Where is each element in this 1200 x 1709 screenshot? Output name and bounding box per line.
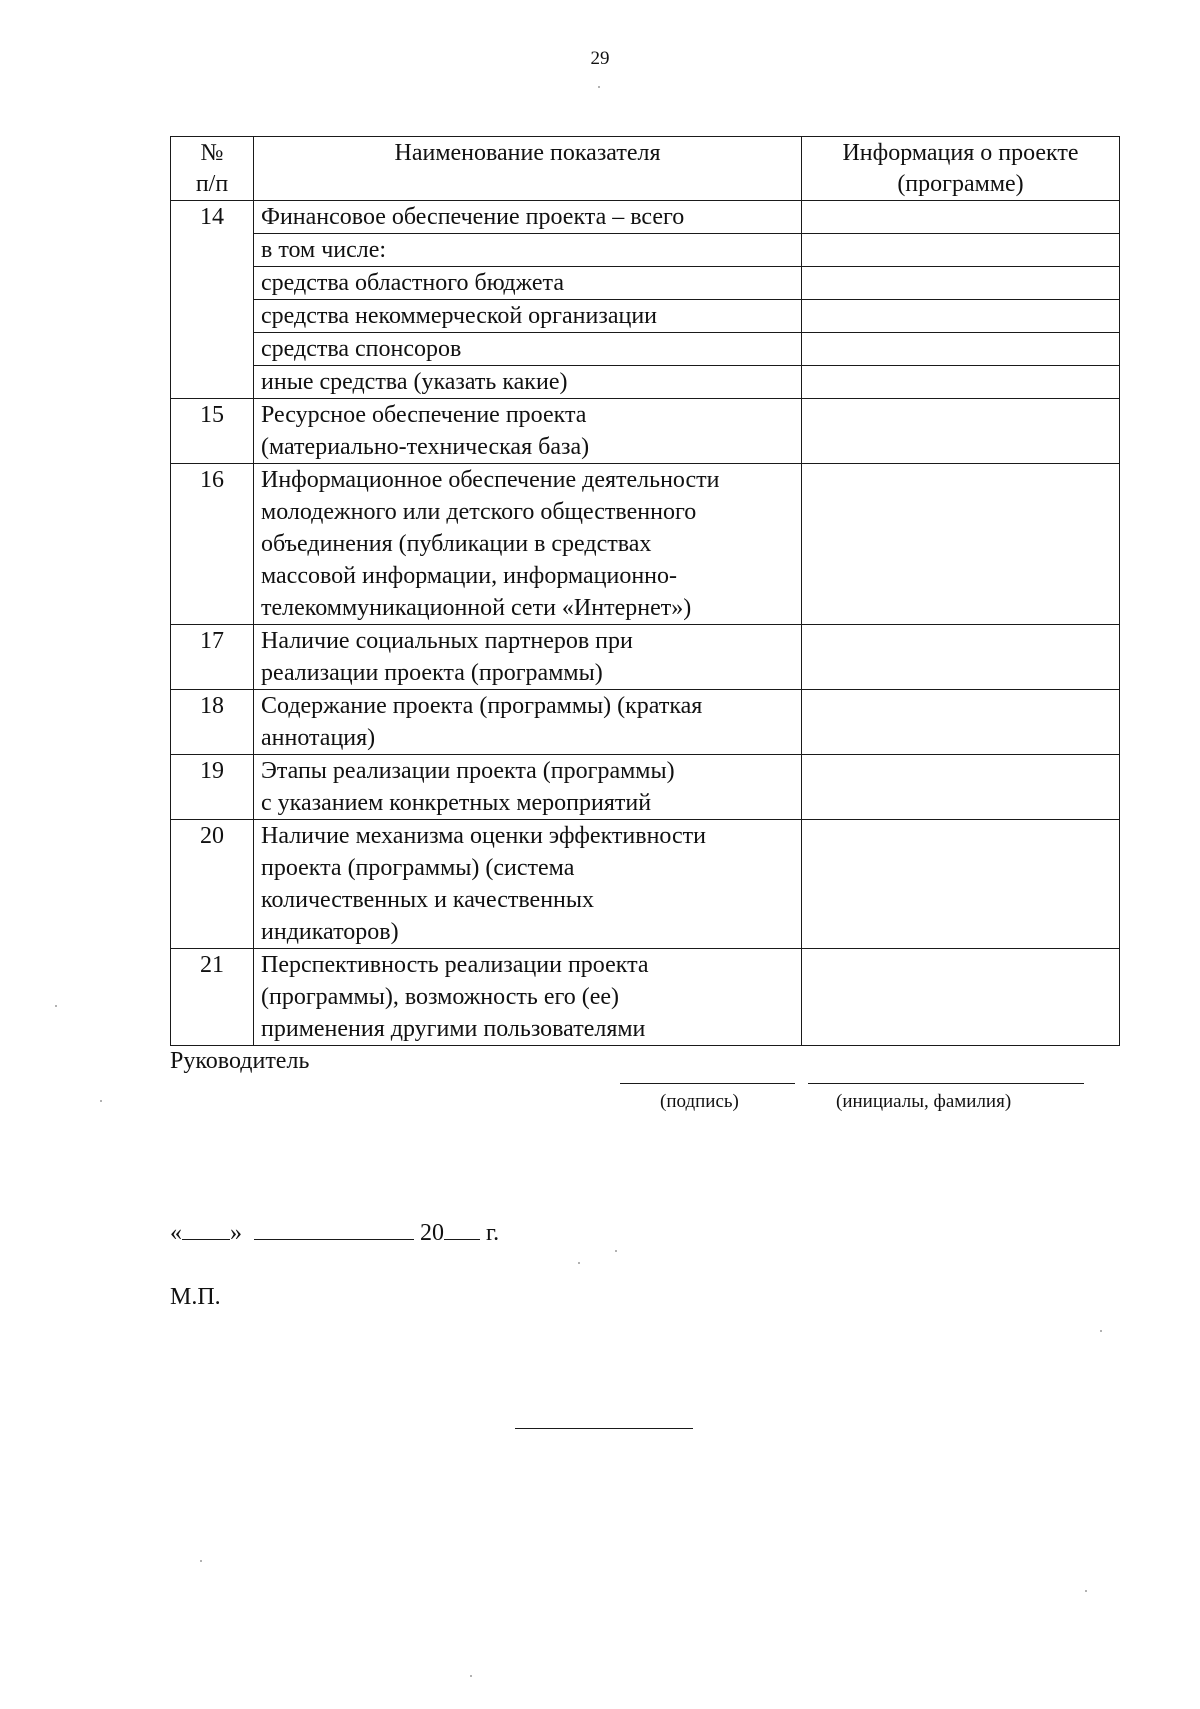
table-row: [171, 267, 1120, 300]
row-number: 14: [171, 201, 254, 399]
name-hint: (инициалы, фамилия): [836, 1091, 1012, 1112]
row-number: 16: [171, 464, 254, 625]
indicator-name: [254, 690, 802, 755]
indicator-name-line: Информационное обеспечение деятельности: [261, 467, 720, 493]
row-number: 15: [171, 399, 254, 464]
table-row: [171, 201, 1120, 234]
indicator-name-line: средства спонсоров: [261, 336, 462, 362]
indicator-name-line: аннотация): [261, 725, 376, 751]
scan-speck: [578, 1262, 580, 1264]
signature-hint: (подпись): [660, 1091, 739, 1112]
project-info-cell[interactable]: [802, 234, 1120, 267]
table-row: [171, 949, 1120, 1046]
project-info-table: [170, 136, 1120, 1046]
indicator-name-line: реализации проекта (программы): [261, 660, 603, 686]
indicator-name: [254, 949, 802, 1046]
date-close-quote: »: [230, 1220, 242, 1246]
indicator-name: [254, 625, 802, 690]
table-row: [171, 333, 1120, 366]
project-info-cell[interactable]: [802, 949, 1120, 1046]
table-row: [171, 234, 1120, 267]
indicator-name-line: проекта (программы) (система: [261, 855, 575, 881]
indicator-name-line: средства областного бюджета: [261, 270, 564, 296]
indicator-name: [254, 267, 802, 300]
indicator-name-line: массовой информации, информационно-: [261, 563, 677, 589]
indicator-name-line: (материально-техническая база): [261, 434, 590, 460]
day-blank: [182, 1219, 230, 1240]
indicator-name-line: телекоммуникационной сети «Интернет»): [261, 595, 692, 621]
table-row: [171, 366, 1120, 399]
indicator-name-line: Наличие механизма оценки эффективности: [261, 823, 706, 849]
indicator-name-line: в том числе:: [261, 237, 387, 263]
table-row: [171, 625, 1120, 690]
scan-speck: [1100, 1330, 1102, 1332]
indicator-name-line: средства некоммерческой организации: [261, 303, 658, 329]
signature-line: [620, 1083, 795, 1084]
scan-speck: [615, 1250, 617, 1252]
header-info-line: Информация о проекте: [842, 140, 1079, 166]
header-info-line: (программе): [897, 171, 1024, 197]
header-row: [171, 137, 1120, 201]
header-info: [802, 137, 1120, 201]
indicator-name-line: Финансовое обеспечение проекта – всего: [261, 204, 685, 230]
table-header: [171, 137, 1120, 201]
project-info-cell[interactable]: [802, 399, 1120, 464]
indicator-name: [254, 300, 802, 333]
row-number: 20: [171, 820, 254, 949]
project-info-cell[interactable]: [802, 690, 1120, 755]
indicator-name-line: Наличие социальных партнеров при: [261, 628, 633, 654]
month-blank: [254, 1219, 414, 1240]
indicator-name-line: количественных и качественных: [261, 887, 595, 913]
indicator-name-line: Этапы реализации проекта (программы): [261, 758, 675, 784]
project-info-cell[interactable]: [802, 464, 1120, 625]
year-blank: [444, 1219, 480, 1240]
table-row: [171, 755, 1120, 820]
scan-speck: [200, 1560, 202, 1562]
indicator-name-line: индикаторов): [261, 919, 399, 945]
year-suffix: г.: [486, 1220, 500, 1246]
indicator-name: [254, 755, 802, 820]
scan-speck: [598, 86, 600, 88]
project-info-cell[interactable]: [802, 267, 1120, 300]
project-info-cell[interactable]: [802, 625, 1120, 690]
table-row: [171, 300, 1120, 333]
indicator-name-line: (программы), возможность его (ее): [261, 984, 620, 1010]
head-label: Руководитель: [170, 1048, 310, 1074]
indicator-name-line: молодежного или детского общественного: [261, 499, 697, 525]
name-line: [808, 1083, 1084, 1084]
scan-speck: [470, 1675, 472, 1677]
indicator-name: [254, 399, 802, 464]
date-line: [170, 1219, 499, 1247]
indicator-name: [254, 201, 802, 234]
row-number: 21: [171, 949, 254, 1046]
table-row: [171, 399, 1120, 464]
project-info-cell[interactable]: [802, 755, 1120, 820]
indicator-name: [254, 366, 802, 399]
indicator-name-line: Ресурсное обеспечение проекта: [261, 402, 587, 428]
table-row: [171, 464, 1120, 625]
indicator-name: [254, 333, 802, 366]
indicator-name: [254, 464, 802, 625]
project-info-cell[interactable]: [802, 300, 1120, 333]
indicator-name: [254, 234, 802, 267]
indicator-name-line: с указанием конкретных мероприятий: [261, 790, 652, 816]
row-number: 19: [171, 755, 254, 820]
scan-speck: [100, 1100, 102, 1102]
project-info-cell[interactable]: [802, 366, 1120, 399]
header-num-line: п/п: [195, 171, 229, 197]
row-number: 17: [171, 625, 254, 690]
table-row: [171, 690, 1120, 755]
indicator-name-line: применения другими пользователями: [261, 1016, 646, 1042]
indicator-name: [254, 820, 802, 949]
header-num: [171, 137, 254, 201]
indicator-name-line: иные средства (указать какие): [261, 369, 568, 395]
scan-speck: [1085, 1590, 1087, 1592]
header-name-line: Наименование показателя: [394, 140, 661, 166]
page-number: 29: [590, 48, 610, 69]
table-body: [171, 201, 1120, 1046]
project-info-cell[interactable]: [802, 820, 1120, 949]
row-number: 18: [171, 690, 254, 755]
table-row: [171, 820, 1120, 949]
indicator-name-line: объединения (публикации в средствах: [261, 531, 652, 557]
end-divider: [515, 1428, 693, 1429]
header-name: [254, 137, 802, 201]
scan-speck: [55, 1005, 57, 1007]
project-info-cell[interactable]: [802, 333, 1120, 366]
indicator-name-line: Содержание проекта (программы) (краткая: [261, 693, 703, 719]
project-info-cell[interactable]: [802, 201, 1120, 234]
header-num-line: №: [200, 140, 224, 166]
date-open-quote: «: [170, 1220, 182, 1246]
year-prefix: 20: [420, 1220, 444, 1246]
indicator-name-line: Перспективность реализации проекта: [261, 952, 649, 978]
stamp-label: М.П.: [170, 1284, 221, 1310]
